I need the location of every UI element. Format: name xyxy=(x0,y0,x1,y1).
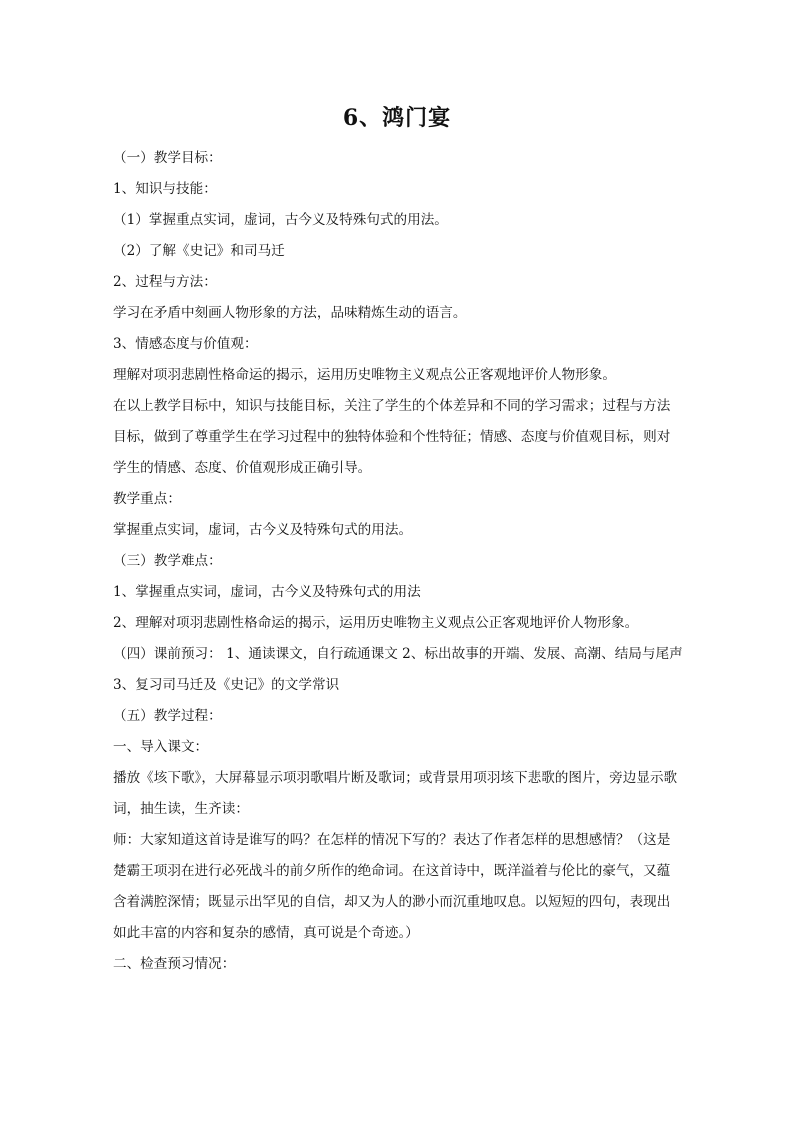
paragraph: 播放《垓下歌》，大屏幕显示项羽歌唱片断及歌词；或背景用项羽垓下悲歌的图片，旁边显示歌词，抽生读，生齐读： xyxy=(113,770,678,817)
document-title: 6、鸿门宴 xyxy=(342,105,452,131)
paragraph: 师：大家知道这首诗是谁写的吗？在怎样的情况下写的？表达了作者怎样的思想感情？（这是楚霸王项羽在进行必死战斗的前夕所作的绝命词。在这首诗中，既洋溢着与伦比的豪气，又蕴含着满腔深情；既显示出罕见的自信，却又为人的渺小而沉重地叹息。以短短的四句，表现出如此丰富的内容和复杂的感情，真可说是个奇迹。） xyxy=(113,832,671,941)
paragraph: 在以上教学目标中，知识与技能目标，关注了学生的个体差异和不同的学习需求；过程与方法目标，做到了尊重学生在学习过程中的独特体验和个性特征；情感、态度与价值观目标，则对学生的情感、态度、价值观形成正确引导。 xyxy=(113,398,671,476)
paragraph: 学习在矛盾中刻画人物形象的方法，品味精炼生动的语言。 xyxy=(113,305,467,321)
paragraph: 理解对项羽悲剧性格命运的揭示，运用历史唯物主义观点公正客观地评价人物形象。 xyxy=(113,367,616,383)
document-body xyxy=(113,143,683,980)
paragraph: 教学重点： xyxy=(113,491,181,507)
paragraph: （五）教学过程： xyxy=(113,708,222,724)
paragraph: 3、复习司马迁及《史记》的文学常识 xyxy=(113,677,340,693)
paragraph: 二、检查预习情况： xyxy=(113,956,236,972)
paragraph: 2、理解对项羽悲剧性格命运的揭示，运用历史唯物主义观点公正客观地评价人物形象。 xyxy=(113,615,639,631)
paragraph: 一、导入课文： xyxy=(113,739,209,755)
paragraph: 2、过程与方法： xyxy=(113,274,217,290)
paragraph: 1、掌握重点实词，虚词，古今义及特殊句式的用法 xyxy=(113,584,421,600)
paragraph: （四）课前预习： 1、通读课文，自行疏通课文 2、标出故事的开端、发展、高潮、结局与尾声 xyxy=(113,646,683,662)
paragraph: 掌握重点实词，虚词，古今义及特殊句式的用法。 xyxy=(113,522,413,538)
paragraph: （一）教学目标： xyxy=(113,150,222,166)
paragraph: 3、情感态度与价值观： xyxy=(113,336,258,352)
paragraph: 1、知识与技能： xyxy=(113,181,217,197)
paragraph: （三）教学难点： xyxy=(113,553,222,569)
paragraph: （2）了解《史记》和司马迁 xyxy=(113,243,285,259)
paragraph: （1）掌握重点实词，虚词，古今义及特殊句式的用法。 xyxy=(113,212,448,228)
